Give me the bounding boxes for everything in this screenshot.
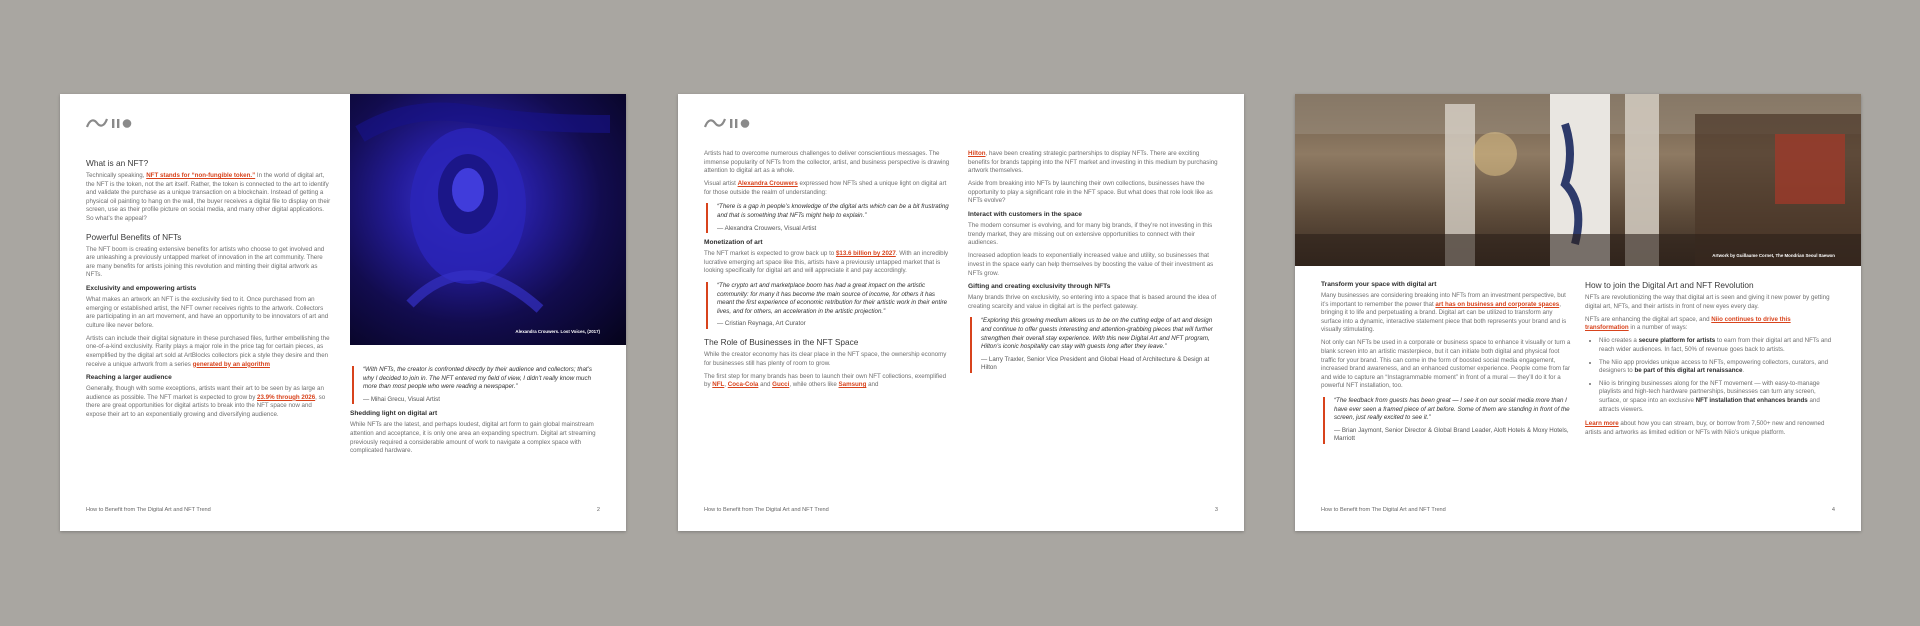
reaching-paragraph	[86, 385, 332, 419]
algorithm-link[interactable]: generated by an algorithm	[192, 360, 270, 368]
role-paragraph-1: While the creator economy has its clear place in the NFT space, the ownership economy for businesses still has plenty of room to grow.	[704, 351, 947, 367]
lobby-illustration	[1295, 94, 1861, 266]
text: The Niio app provides unique access to NFTs, empowering collectors, curators, and designers to	[1599, 358, 1829, 375]
exclusivity-paragraph-2	[86, 335, 332, 369]
transform-space-heading: Transform your space with digital art	[1321, 281, 1437, 288]
text: In the world of digital art, the NFT is the token, not the art itself. Rather, the token is connected to the art to identify and validate the purchase as a unique transaction on a blockchain. Instead of getting a physical oil painting to hang on the wall, the buyer receives a digital file to display on their screen, use as their profile picture on social media, and many other digital applications. So what’s the appeal?	[86, 172, 331, 222]
text: , have been creating strategic partnerships to display NFTs. There are exciting benefits for brands tapping into the NFT market and investing in this medium by purchasing artwork themselves.	[968, 150, 1218, 175]
page4-right-column	[1585, 276, 1835, 442]
page3-right-column	[968, 150, 1218, 379]
text: NFT installation that enhances brands	[1695, 396, 1808, 404]
text: ,	[724, 381, 728, 389]
reaching-heading: Reaching a larger audience	[86, 374, 172, 382]
visual-artist-paragraph	[704, 180, 952, 197]
benefits-list	[1585, 337, 1835, 414]
mihai-grecu-quote	[352, 366, 596, 404]
list-item	[1599, 380, 1835, 414]
jaymont-quote	[1323, 397, 1571, 444]
text: Visual artist	[704, 180, 738, 188]
exclusivity-paragraph-1: What makes an artwork an NFT is the exclusivity tied to it. Once purchased from an emerging or established artist, the NFT owner receives rights to the artwork. Collectors are participating in an art movement, and have an opportunity to be innovators of art and culture like never before.	[86, 295, 329, 329]
list-item	[1599, 359, 1835, 376]
samsung-link[interactable]: Samsung	[838, 381, 867, 389]
quote-text: “The crypto art and marketplace boom has had a great impact on the artistic community: for many it has become the main source of income, for others it has meant the first experience of economic retribution for their artistic work in their entire lives, and for others, an acceleration in the artistic projection.”	[717, 282, 948, 315]
hotel-lobby-image	[1295, 94, 1861, 266]
reynaga-quote	[706, 282, 952, 329]
role-paragraph-2	[704, 373, 952, 390]
page2-left-column	[86, 150, 332, 424]
intro-paragraph: Artists had to overcome numerous challenges to deliver conscientious messages. The immense popularity of NFTs from the collector, artist, and business perspective is drawing attention to digital art as a whole.	[704, 150, 950, 175]
monetization-paragraph	[704, 250, 952, 276]
learn-more-link[interactable]: Learn more	[1585, 420, 1619, 428]
gifting-paragraph: Many brands thrive on exclusivity, so entering into a space that is based around the idea of creating scarcity and value in digital art is the perfect gateway.	[968, 294, 1217, 310]
role-of-businesses-heading: The Role of Businesses in the NFT Space	[704, 337, 859, 347]
quote-text: “With NFTs, the creator is confronted directly by their audience and collectors; that’s why I decided to join in. The NFT entered my field of view, I didn’t really know much more than most people who were reading a newspaper.”	[363, 366, 592, 391]
crouwers-quote	[706, 203, 952, 233]
text: expressed how NFTs shed a unique light on digital art for those outside the realm of understanding:	[704, 180, 947, 196]
text: and attracts viewers.	[1599, 396, 1820, 413]
quote-attribution: — Mihai Grecu, Visual Artist	[363, 395, 440, 403]
shedding-light-heading: Shedding light on digital art	[350, 410, 438, 418]
hilton-link[interactable]: Hilton	[968, 150, 986, 157]
text: to earn from their digital art and NFTs and reach wider audiences. In fact, 50% of revenue goes back to artists.	[1599, 337, 1832, 353]
transform-paragraph-2: Not only can NFTs be used in a corporate or business space to enhance it visually or turn a blank screen into an artistic masterpiece, but it can initiate both digital and physical foot traffic for your brand. This can come in the form of boosted social media engagement, increased brand awareness, and an enhanced customer experience. People come from far and wide to capture an “Instagrammable moment” in front of a mural — they’ll do it for a powerful NFT installation, too.	[1321, 339, 1571, 390]
quote-text: “There is a gap in people’s knowledge of the digital arts which can be a bit frustrating and that is something that NFTs might help to explain.”	[717, 203, 949, 220]
page3-left-column	[704, 150, 952, 394]
what-is-nft-paragraph	[86, 172, 332, 224]
alexandra-crouwers-link[interactable]: Alexandra Crouwers	[737, 180, 798, 188]
traxler-quote	[970, 317, 1218, 373]
document-page-3	[678, 94, 1244, 531]
join-paragraph-1: NFTs are revolutionizing the way that digital art is seen and giving it new power by getting digital art, NFTs, and their artists in front of new eyes every day.	[1585, 294, 1830, 310]
quote-attribution: — Larry Traxler, Senior Vice President and Global Head of Architecture & Design at Hilton	[981, 355, 1210, 372]
text: about how you can stream, buy, or borrow from 7,500+ new and renowned artists and artworks as limited edition or NFTs with Niio’s unique platform.	[1585, 420, 1825, 436]
interact-paragraph-2: Increased adoption leads to exponentially increased value and utility, so businesses that invest in the space early can help themselves by boosting the value of their investment as NFTs grow.	[968, 252, 1214, 277]
text: , bringing it to life and perpetuating a brand. Digital art can be utilized to transform any surface into a dynamic, interactive statement piece that both represents your brand and is visually stimulating.	[1321, 300, 1567, 334]
text: and	[866, 381, 879, 389]
text: be part of this digital art renaissance	[1634, 367, 1743, 375]
exclusivity-heading: Exclusivity and empowering artists	[86, 284, 197, 292]
market-size-link[interactable]: $13.6 billion by 2027	[835, 250, 896, 258]
text: , while others like	[789, 381, 839, 389]
page-footer: How to Benefit from The Digital Art and NFT Trend	[1321, 507, 1446, 513]
text: . With an incredibly lucrative emerging art space like this, artists have a previously untapped market that is looking specifically for digital art and will appreciate it and pay accordingly.	[704, 250, 949, 275]
image-caption: Alexandra Crouwers. Lost Voices, (2017)	[515, 329, 600, 334]
interact-heading: Interact with customers in the space	[968, 211, 1082, 219]
niio-transformation-link[interactable]: Niio continues to drive this transformation	[1585, 315, 1791, 332]
gifting-heading: Gifting and creating exclusivity through NFTs	[968, 283, 1111, 291]
join-revolution-heading: How to join the Digital Art and NFT Revolution	[1585, 280, 1754, 290]
interact-paragraph-1: The modern consumer is evolving, and for many big brands, if they’re not investing in this trendy market, they are missing out on extensive opportunities to connect with their audiences.	[968, 222, 1213, 247]
hilton-paragraph	[968, 150, 1218, 176]
text: NFTs are enhancing the digital art space, and	[1585, 315, 1712, 323]
text: and	[758, 381, 773, 389]
coca-cola-link[interactable]: Coca-Cola	[727, 381, 759, 389]
text: The first step for many brands has been to launch their own NFT collections, exemplified by	[704, 372, 947, 389]
artwork-illustration	[350, 94, 626, 345]
quote-text: “The feedback from guests has been great — I see it on our social media more than I have ever seen a framed piece of art before. Some of them are standing in front of the screen, just really excited to see it.”	[1334, 397, 1570, 422]
gucci-link[interactable]: Gucci	[772, 381, 790, 389]
image-caption: Artwork by Guillaume Cornet, The Mondrian Seoul Itaewon	[1712, 253, 1835, 258]
benefits-paragraph: The NFT boom is creating extensive benefits for artists who choose to get involved and are unleashing a previously untapped market of innovation in the art community. There are many benefits for artists joining this revolution and minting their digital artwork as NFTs.	[86, 245, 325, 279]
text: Technically speaking,	[86, 172, 147, 179]
benefits-heading: Powerful Benefits of NFTs	[86, 231, 182, 242]
text: Niio is bringing businesses along for the NFT movement — with easy-to-manage playlists and high-tech hardware partnerships, businesses can turn any screen, surface, or space into an exclusive	[1599, 379, 1820, 404]
text: Many businesses are considering breaking into NFTs from an investment perspective, but it’s important to remember the power that	[1321, 292, 1566, 308]
text: secure platform for artists	[1638, 337, 1716, 345]
text: Generally, though with some exceptions, artists want their art to be seen by as large an audience as possible. The NFT market is expected to grow by	[86, 385, 324, 401]
nft-definition-link[interactable]: NFT stands for “non-fungible token.”	[146, 172, 256, 179]
document-page-2	[60, 94, 626, 531]
what-is-nft-heading: What is an NFT?	[86, 158, 149, 168]
learn-more-paragraph	[1585, 420, 1835, 437]
quote-attribution: — Brian Jaymont, Senior Director & Global Brand Leader, Aloft Hotels & Moxy Hotels, Marriott	[1334, 426, 1569, 443]
quote-text: “Exploring this growing medium allows us to be on the cutting edge of art and design and continue to offer guests interesting and attention-grabbing pieces that will further strengthen their overall stay experience. With this new Digital Art and NFT program, Hilton’s iconic hospitality can stay with guests long after they leave.”	[981, 317, 1213, 351]
text: , so there are great opportunities for digital artists to break into the NFT space now and expose their art to an exponentially growing and diversifying audience.	[86, 393, 326, 418]
nfl-link[interactable]: NFL	[712, 381, 725, 389]
niio-logo	[86, 117, 142, 129]
aside-paragraph: Aside from breaking into NFTs by launching their own collections, businesses have the opportunity to play a significant role in the NFT space. But what does that role look like as NFTs evolve?	[968, 180, 1213, 205]
document-page-4	[1295, 94, 1861, 531]
join-paragraph-2	[1585, 316, 1835, 333]
transform-paragraph-1	[1321, 292, 1571, 335]
business-spaces-link[interactable]: art has on business and corporate spaces	[1435, 300, 1560, 308]
quote-attribution: — Alexandra Crouwers, Visual Artist	[717, 224, 817, 232]
artwork-image-lost-voices	[350, 94, 626, 345]
text: .	[1742, 367, 1745, 375]
page-number: 4	[1831, 507, 1835, 513]
list-item	[1599, 337, 1835, 354]
page-number: 2	[596, 507, 600, 513]
niio-logo	[704, 117, 760, 129]
page4-left-column	[1321, 276, 1571, 450]
page2-right-column	[350, 360, 596, 460]
page-footer: How to Benefit from The Digital Art and NFT Trend	[704, 507, 829, 513]
text: The NFT market is expected to grow back up to	[704, 250, 836, 258]
page-number: 3	[1214, 507, 1218, 513]
page-footer: How to Benefit from The Digital Art and NFT Trend	[86, 507, 211, 513]
shedding-light-paragraph: While NFTs are the latest, and perhaps loudest, digital art form to gain global mainstream attention and acceptance, it is only one area an expanding spectrum. Digital art streaming previously required a considerable amount of work to navigate a complex space with complicated hardware.	[350, 421, 596, 455]
quote-attribution: — Cristian Reynaga, Art Curator	[717, 320, 806, 328]
text: in a number of ways:	[1628, 324, 1688, 332]
text: Niio creates a	[1599, 337, 1639, 345]
monetization-heading: Monetization of art	[704, 239, 763, 247]
text: Artists can include their digital signature in these purchased files, further embellishing the one-of-a-kind exclusivity. Rarity plays a major role in the price tag for certain pieces, as exemplified by the digital art sold at ArtBlocks collectors pick a style they desire and then receive a unique artwork from a series	[86, 334, 330, 368]
growth-link[interactable]: 23.9% through 2026	[257, 393, 316, 401]
